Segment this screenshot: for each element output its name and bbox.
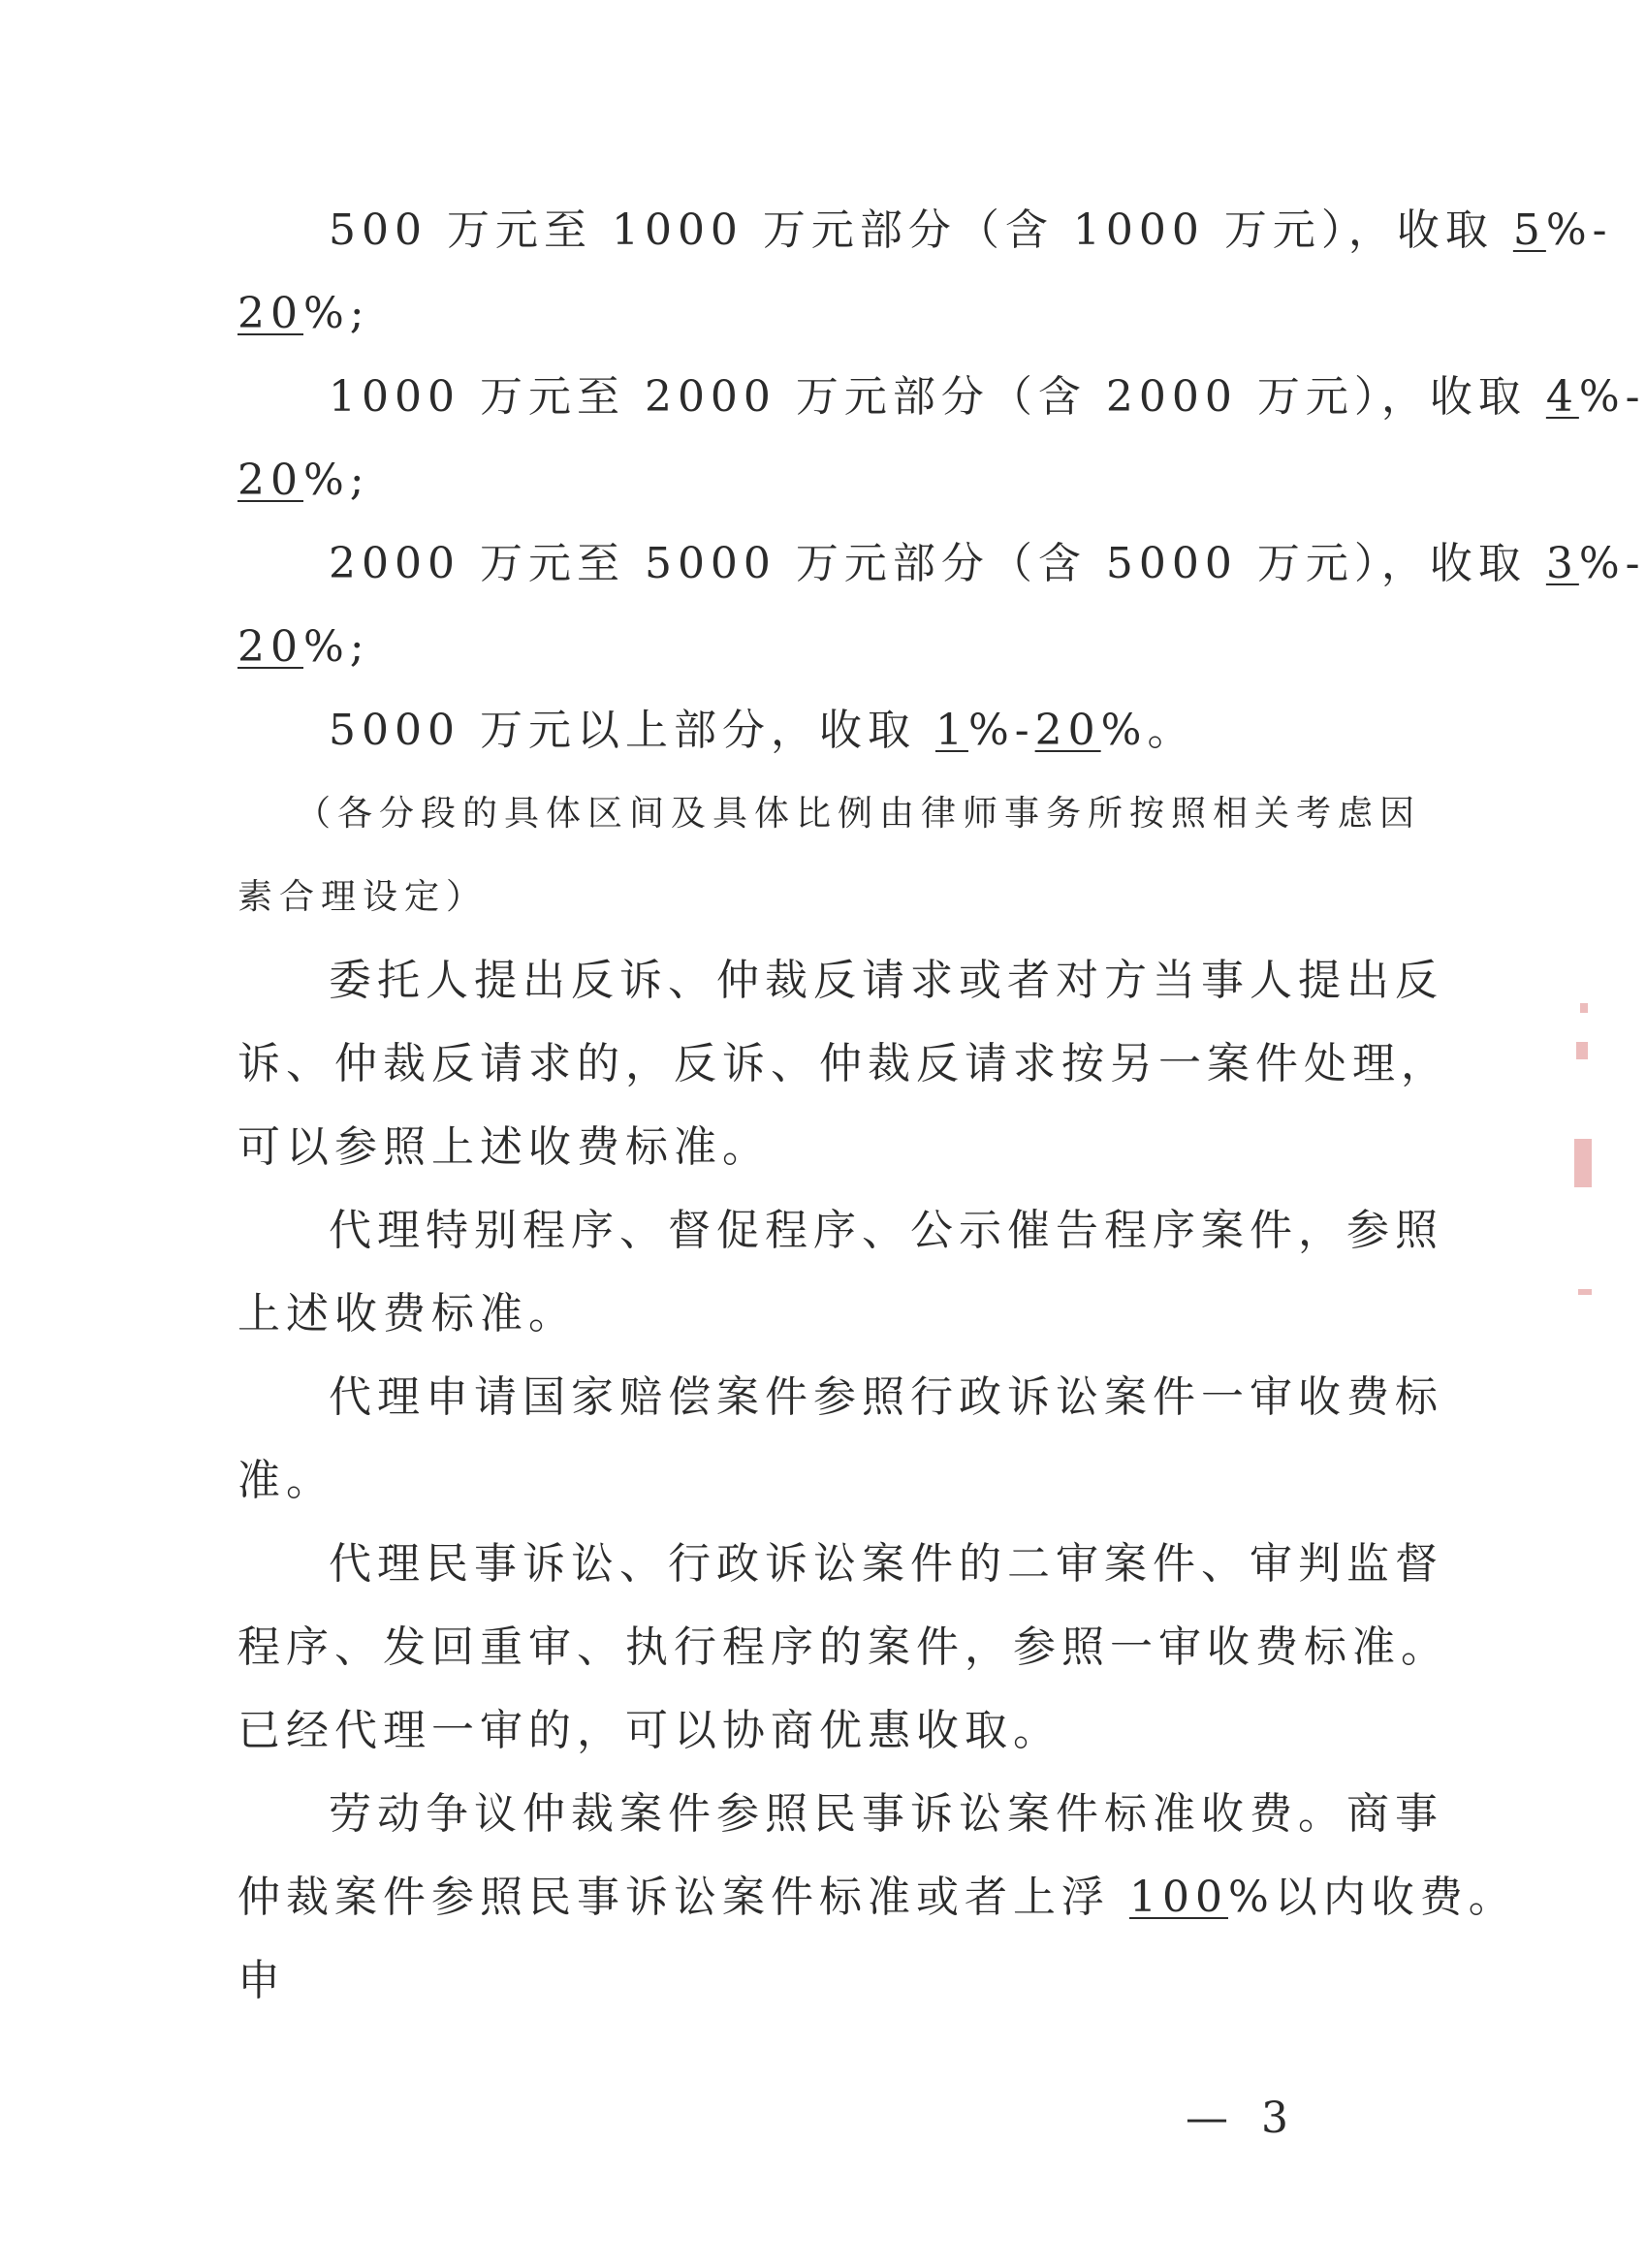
paragraph-counterclaim: 委托人提出反诉、仲裁反请求或者对方当事人提出反 — [329, 956, 1443, 1005]
paragraph-second-instance-cont: 程序、发回重审、执行程序的案件，参照一审收费标准。 — [237, 1622, 1449, 1672]
rate-max: 20 — [237, 289, 303, 338]
rate-max: 20 — [1034, 706, 1101, 755]
seal-edge-mark — [1576, 1042, 1588, 1059]
paragraph-special-procedure: 代理特别程序、督促程序、公示催告程序案件，参照 — [329, 1206, 1443, 1255]
seal-edge-mark — [1580, 1003, 1588, 1013]
fee-tier-1000-2000-cont: 20%; — [237, 456, 370, 505]
paragraph-arbitration-cont: 申 — [237, 1956, 286, 2005]
fee-tier-2000-5000-cont: 20%; — [237, 622, 370, 672]
rate-cap: 100 — [1129, 1873, 1228, 1922]
paragraph-counterclaim-cont: 可以参照上述收费标准。 — [237, 1122, 771, 1172]
paragraph-state-compensation-cont: 准。 — [237, 1456, 334, 1505]
rate-max: 20 — [237, 456, 303, 505]
rate-min: 5 — [1512, 205, 1546, 255]
fee-tier-500-1000: 500 万元至 1000 万元部分（含 1000 万元），收取 5%- — [329, 205, 1613, 255]
rate-min: 1 — [934, 706, 968, 755]
fee-tier-1000-2000: 1000 万元至 2000 万元部分（含 2000 万元），收取 4%- — [329, 372, 1646, 422]
rate-min: 4 — [1545, 372, 1579, 422]
fee-tier-above-5000: 5000 万元以上部分，收取 1%-20%。 — [329, 706, 1196, 755]
rate-max: 20 — [237, 622, 303, 672]
seal-edge-mark — [1578, 1289, 1592, 1295]
paragraph-special-procedure-cont: 上述收费标准。 — [237, 1289, 577, 1339]
seal-edge-mark — [1574, 1139, 1592, 1187]
note-line-2: 素合理设定） — [237, 877, 489, 917]
paragraph-state-compensation: 代理申请国家赔偿案件参照行政诉讼案件一审收费标 — [329, 1372, 1443, 1422]
paragraph-arbitration: 劳动争议仲裁案件参照民事诉讼案件标准收费。商事 — [329, 1789, 1443, 1839]
paragraph-second-instance: 代理民事诉讼、行政诉讼案件的二审案件、审判监督 — [329, 1539, 1443, 1589]
page-number: — 3 — [1186, 2094, 1298, 2143]
fee-tier-2000-5000: 2000 万元至 5000 万元部分（含 5000 万元），收取 3%- — [329, 539, 1646, 588]
rate-min: 3 — [1545, 539, 1579, 588]
paragraph-arbitration-cont: 仲裁案件参照民事诉讼案件标准或者上浮 100%以内收费。 — [237, 1873, 1517, 1922]
paragraph-counterclaim-cont: 诉、仲裁反请求的，反诉、仲裁反请求按另一案件处理， — [237, 1039, 1449, 1088]
paragraph-second-instance-cont: 已经代理一审的，可以协商优惠收取。 — [237, 1706, 1061, 1755]
note-line-1: （各分段的具体区间及具体比例由律师事务所按照相关考虑因 — [296, 794, 1422, 834]
body-text — [237, 189, 1646, 2023]
fee-tier-500-1000-cont: 20%; — [237, 289, 370, 338]
